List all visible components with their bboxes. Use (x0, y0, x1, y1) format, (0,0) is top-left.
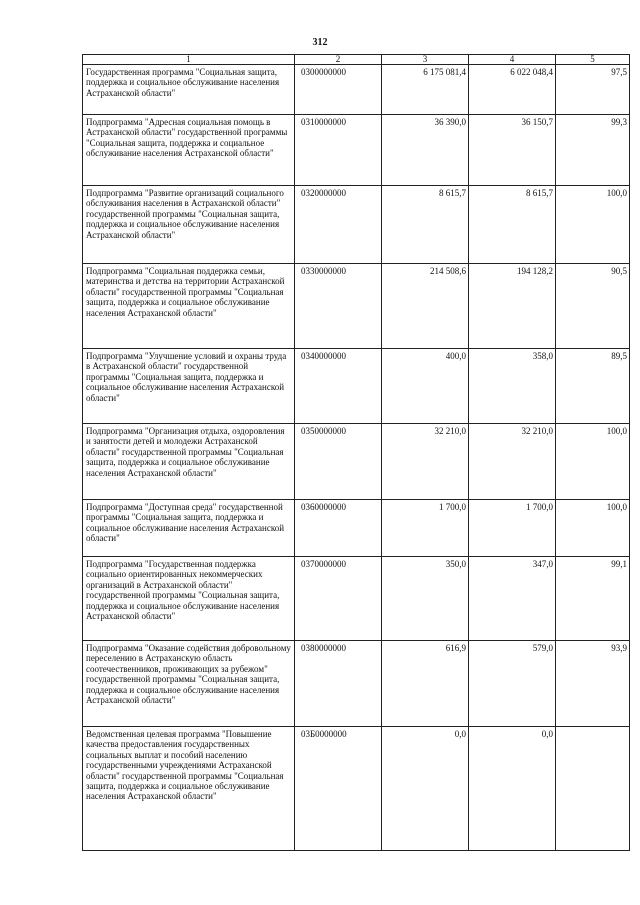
table-row (83, 557, 630, 641)
fact-value: 1 700,0 (469, 500, 556, 557)
table-row (83, 727, 630, 851)
program-name: Подпрограмма "Организация отдыха, оздоровления и занятости детей и молодежи Астраханской области" государственной программы "Социальная защита, поддержка и социальное обслуживание населения Астраханской области" (83, 424, 295, 500)
table-row (83, 424, 630, 500)
percent-value: 90,5 (556, 264, 630, 349)
program-code: 0330000000 (295, 264, 382, 349)
fact-value: 579,0 (469, 641, 556, 727)
program-name: Ведомственная целевая программа "Повышение качества предоставления государственных социальных выплат и пособий населению государственными учреждениями Астраханской области" государственной программы "Социальная защита, поддержка и социальное обслуживание населения Астраханской области" (83, 727, 295, 851)
program-name: Подпрограмма "Государственная поддержка социально ориентированных некоммерческих организаций в Астраханской области" государственной программы "Социальная защита, поддержка и социальное обслуживание населения Астраханской области" (83, 557, 295, 641)
table-row (83, 349, 630, 424)
column-header-1: 1 (83, 55, 295, 65)
fact-value: 358,0 (469, 349, 556, 424)
plan-value: 1 700,0 (382, 500, 469, 557)
percent-value: 100,0 (556, 424, 630, 500)
plan-value: 0,0 (382, 727, 469, 851)
program-code: 0340000000 (295, 349, 382, 424)
table-row (83, 186, 630, 264)
fact-value: 6 022 048,4 (469, 65, 556, 115)
program-name: Подпрограмма "Улучшение условий и охраны труда в Астраханской области" государственной программы "Социальная защита, поддержка и социальное обслуживание населения Астраханской области" (83, 349, 295, 424)
percent-value: 89,5 (556, 349, 630, 424)
program-name: Подпрограмма "Развитие организаций социального обслуживания населения в Астраханской области" государственной программы "Социальная защита, поддержка и социальное обслуживание населения Астраханской области" (83, 186, 295, 264)
column-header-4: 4 (469, 55, 556, 65)
plan-value: 32 210,0 (382, 424, 469, 500)
plan-value: 616,9 (382, 641, 469, 727)
fact-value: 8 615,7 (469, 186, 556, 264)
fact-value: 32 210,0 (469, 424, 556, 500)
fact-value: 0,0 (469, 727, 556, 851)
program-code: 0360000000 (295, 500, 382, 557)
table-row (83, 65, 630, 115)
table-row (83, 115, 630, 186)
table-row (83, 500, 630, 557)
budget-table (82, 54, 630, 851)
plan-value: 36 390,0 (382, 115, 469, 186)
fact-value: 347,0 (469, 557, 556, 641)
fact-value: 194 128,2 (469, 264, 556, 349)
plan-value: 8 615,7 (382, 186, 469, 264)
percent-value: 99,1 (556, 557, 630, 641)
page-number: 312 (312, 37, 328, 48)
percent-value: 99,3 (556, 115, 630, 186)
table-row (83, 641, 630, 727)
column-header-5: 5 (556, 55, 630, 65)
percent-value: 100,0 (556, 500, 630, 557)
percent-value: 93,9 (556, 641, 630, 727)
plan-value: 214 508,6 (382, 264, 469, 349)
plan-value: 400,0 (382, 349, 469, 424)
plan-value: 6 175 081,4 (382, 65, 469, 115)
program-name: Подпрограмма "Адресная социальная помощь в Астраханской области" государственной программы "Социальная защита, поддержка и социальное обслуживание населения Астраханской области" (83, 115, 295, 186)
table-row (83, 264, 630, 349)
column-header-3: 3 (382, 55, 469, 65)
program-name: Государственная программа "Социальная защита, поддержка и социальное обслуживание населения Астраханской области" (83, 65, 295, 115)
program-code: 0370000000 (295, 557, 382, 641)
header-row (83, 55, 630, 65)
percent-value: 100,0 (556, 186, 630, 264)
column-header-2: 2 (295, 55, 382, 65)
program-code: 0350000000 (295, 424, 382, 500)
plan-value: 350,0 (382, 557, 469, 641)
program-name: Подпрограмма "Социальная поддержка семьи, материнства и детства на территории Астраханской области" государственной программы "Социальная защита, поддержка и социальное обслуживание населения Астраханской области" (83, 264, 295, 349)
program-name: Подпрограмма "Оказание содействия добровольному переселению в Астраханскую область соотечественников, проживающих за рубежом" государственной программы "Социальная защита, поддержка и социальное обслуживание населения Астраханской области" (83, 641, 295, 727)
percent-value: 97,5 (556, 65, 630, 115)
program-code: 0310000000 (295, 115, 382, 186)
program-code: 0380000000 (295, 641, 382, 727)
fact-value: 36 150,7 (469, 115, 556, 186)
program-code: 0320000000 (295, 186, 382, 264)
program-name: Подпрограмма "Доступная среда" государственной программы "Социальная защита, поддержка и социальное обслуживание населения Астраханской области" (83, 500, 295, 557)
program-code: 0300000000 (295, 65, 382, 115)
program-code: 03Б0000000 (295, 727, 382, 851)
percent-value (556, 727, 630, 851)
